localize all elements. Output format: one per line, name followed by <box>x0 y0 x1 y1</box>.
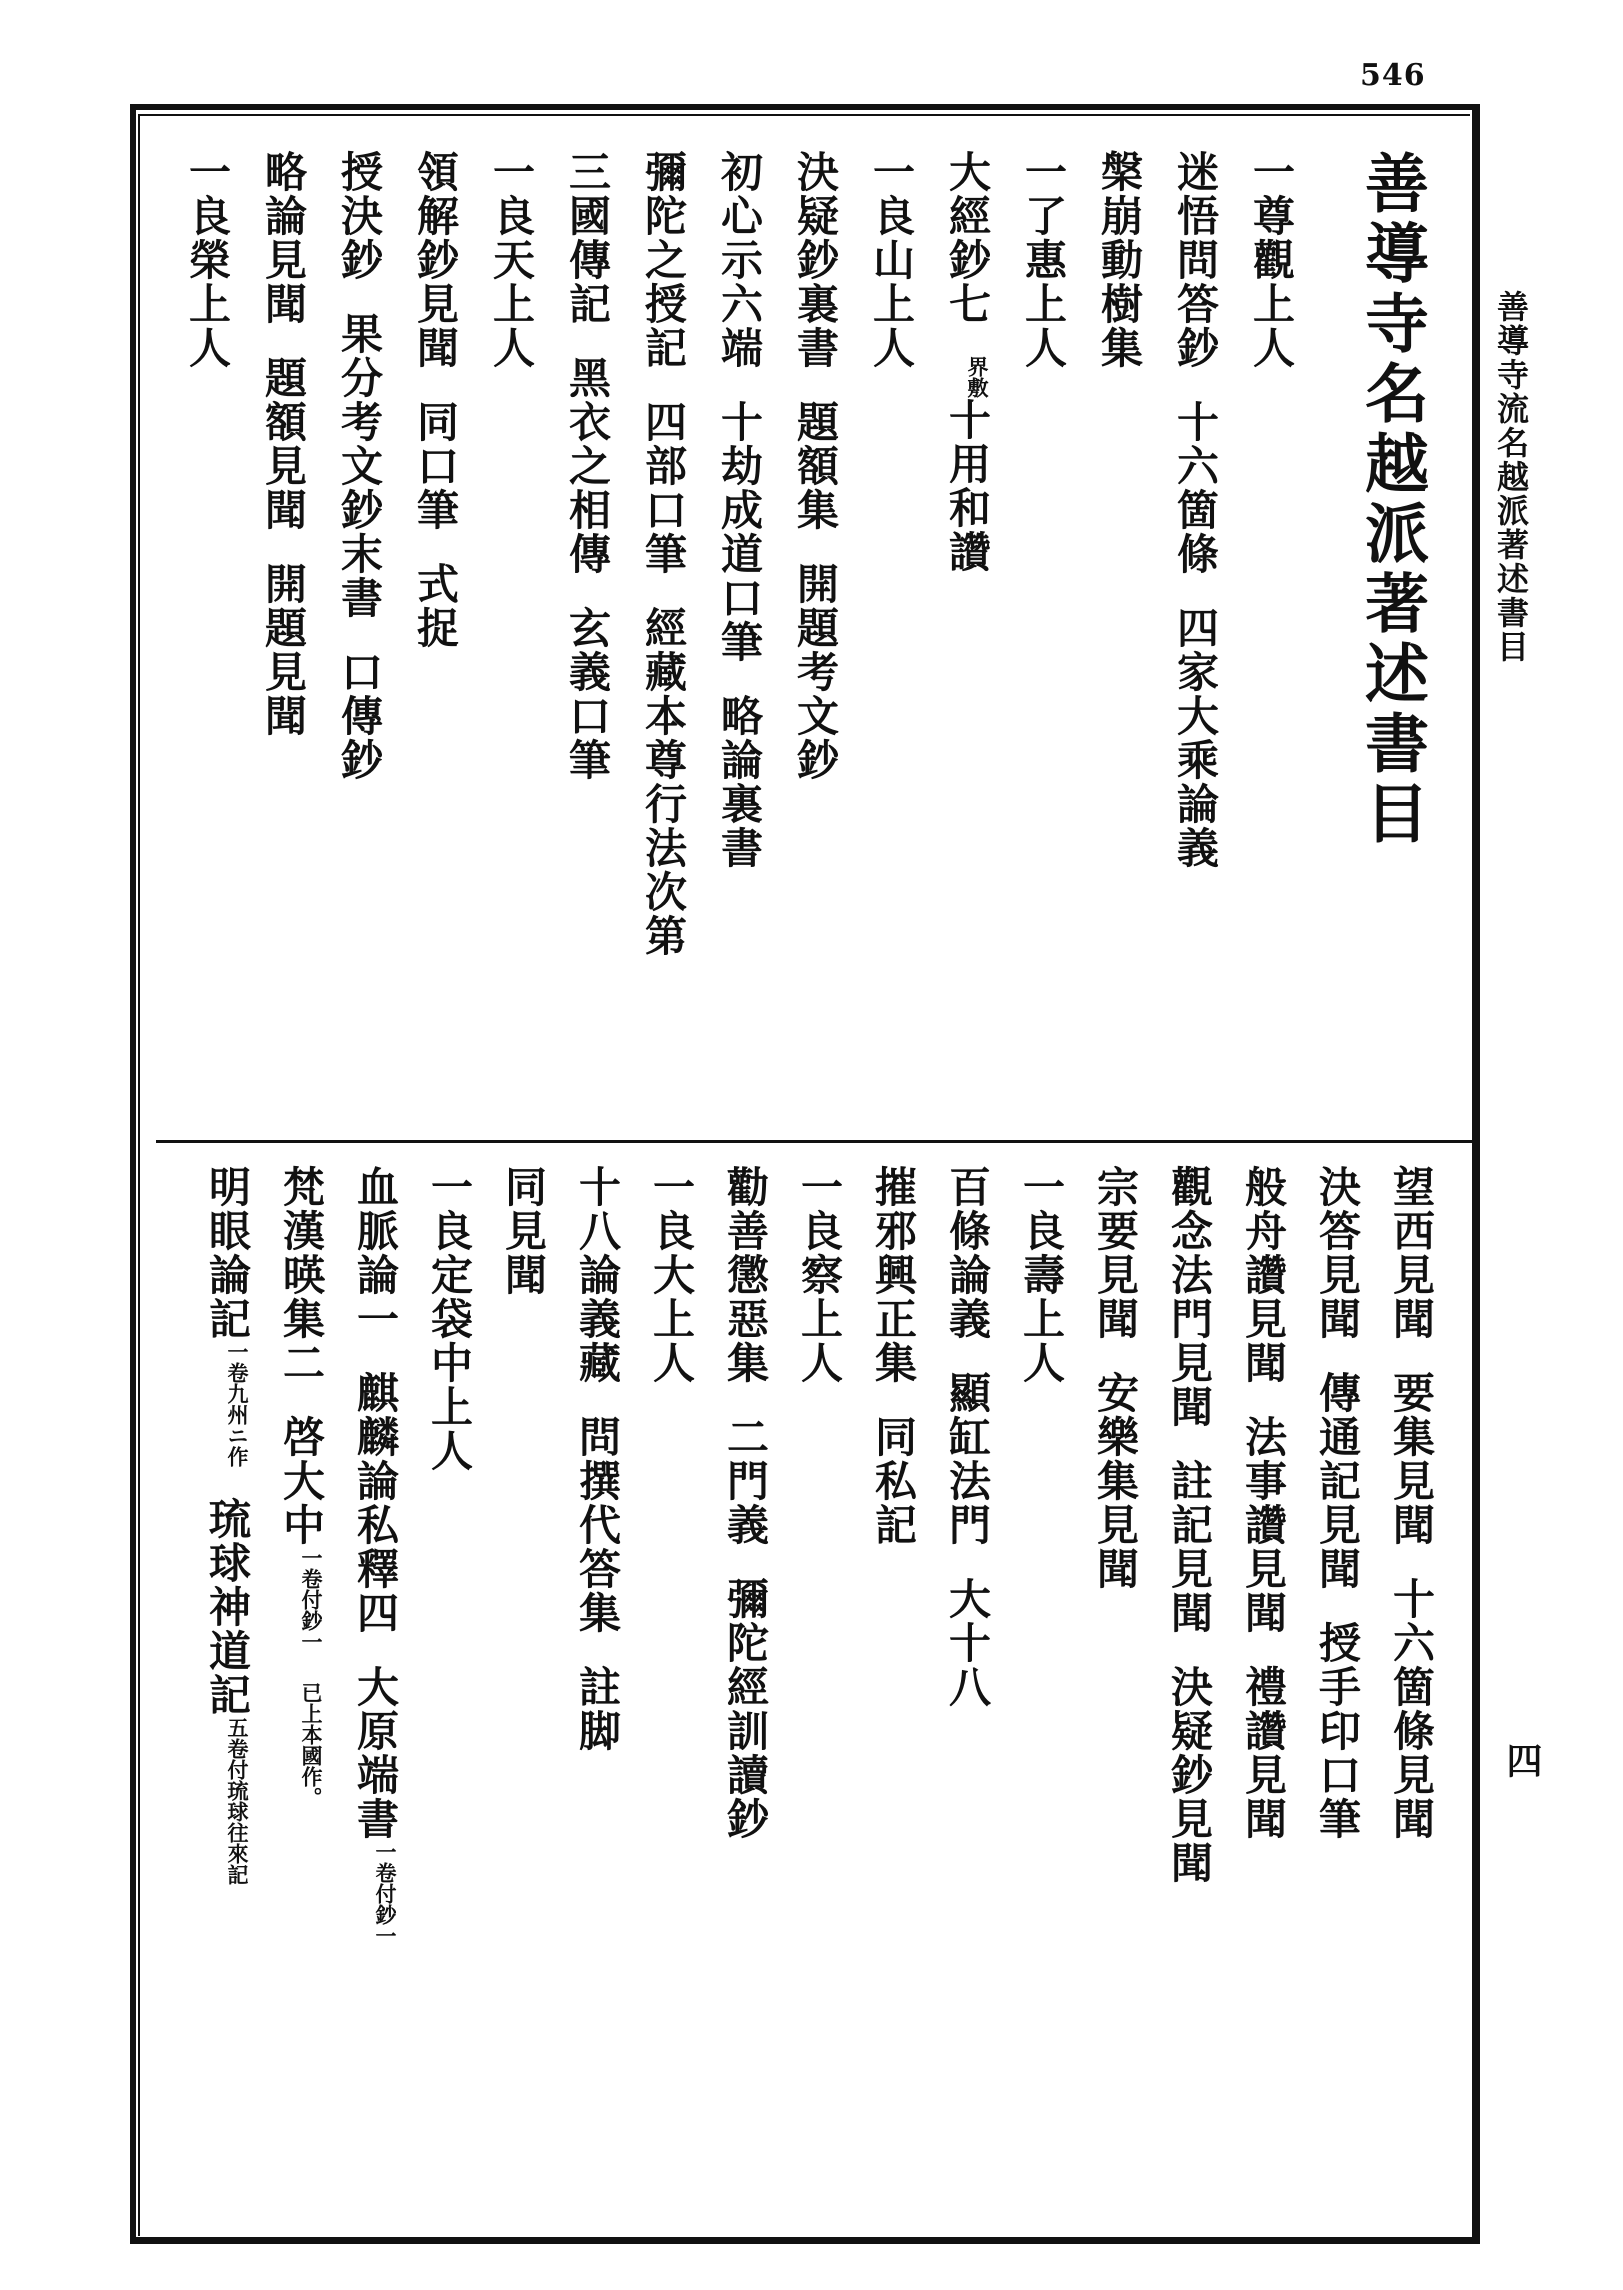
lower-column-14 <box>425 1165 474 1473</box>
column-entry: 明眼論記 <box>203 1165 252 1341</box>
column-entry: 黑衣之相傳 <box>563 356 612 576</box>
column-entry: 一良山上人 <box>867 150 916 370</box>
lower-column-2 <box>1313 1165 1362 1841</box>
column-entry: 口傳鈔 <box>335 650 384 782</box>
column-entry: 領解鈔見聞 <box>411 150 460 370</box>
column-entry: 初心示六端 <box>715 150 764 370</box>
upper-column-5 <box>943 150 992 574</box>
column-entry: 一良壽上人 <box>1017 1165 1066 1385</box>
column-entry: 一良天上人 <box>487 150 536 370</box>
lower-column-7 <box>943 1165 992 1709</box>
column-entry: 決答見聞 <box>1313 1165 1362 1341</box>
column-entry: 顯缸法門 <box>943 1371 992 1547</box>
lower-column-1 <box>1387 1165 1436 1841</box>
upper-column-2 <box>1171 150 1220 870</box>
column-entry: 迷悟問答鈔 <box>1171 150 1220 370</box>
inline-note: 琉球往來記 <box>225 1780 250 1885</box>
column-entry: 一了惠上人 <box>1019 150 1068 370</box>
column-entry: 一良榮上人 <box>183 150 232 370</box>
lower-column-11 <box>647 1165 696 1385</box>
column-entry: 授決鈔 <box>335 150 384 282</box>
column-entry: 槃崩動樹集 <box>1095 150 1144 370</box>
column-entry: 略論見聞 <box>259 150 308 326</box>
column-entry: 大經鈔七 <box>943 150 992 326</box>
column-entry: 註記見聞 <box>1165 1459 1214 1635</box>
page-number: 546 <box>1360 58 1426 93</box>
column-entry: 同口筆 <box>411 400 460 532</box>
upper-column-8 <box>715 150 764 870</box>
lower-column-13 <box>499 1165 548 1297</box>
column-entry: 一良大上人 <box>647 1165 696 1385</box>
column-entry: 觀念法門見聞 <box>1165 1165 1214 1429</box>
column-entry: 彌陀之授記 <box>639 150 688 370</box>
inline-note: 鈔一 <box>373 1904 398 1946</box>
column-entry: 果分考文鈔末書 <box>335 312 384 620</box>
column-entry: 同私記 <box>869 1415 918 1547</box>
column-entry: 摧邪興正集 <box>869 1165 918 1385</box>
upper-column-10 <box>563 150 612 782</box>
upper-column-3 <box>1095 150 1144 370</box>
lower-column-9 <box>795 1165 844 1385</box>
column-entry: 一良定袋中上人 <box>425 1165 474 1473</box>
upper-column-13 <box>335 150 384 782</box>
upper-column-14 <box>259 150 308 738</box>
column-entry: 琉球神道記 <box>203 1497 252 1717</box>
column-entry: 略論裏書 <box>715 694 764 870</box>
column-entry: 註脚 <box>573 1665 622 1753</box>
column-entry: 望西見聞 <box>1387 1165 1436 1341</box>
column-entry: 玄義口筆 <box>563 606 612 782</box>
upper-column-6 <box>867 150 916 370</box>
column-entry: 要集見聞 <box>1387 1371 1436 1547</box>
lower-column-3 <box>1239 1165 1288 1841</box>
column-entry: 啓大中 <box>277 1415 326 1547</box>
column-entry: 決疑鈔裏書 <box>791 150 840 370</box>
inline-note: 界敷 <box>965 356 990 398</box>
column-entry: 法事讚見聞 <box>1239 1415 1288 1635</box>
column-entry: 四部口筆 <box>639 400 688 576</box>
column-entry: 題額見聞 <box>259 356 308 532</box>
column-entry: 十六箇條見聞 <box>1387 1577 1436 1841</box>
column-entry: 四家大乘論義 <box>1171 606 1220 870</box>
lower-column-6 <box>1017 1165 1066 1385</box>
column-entry: 題額集 <box>791 400 840 532</box>
column-entry: 彌陀經訓讀鈔 <box>721 1577 770 1841</box>
inline-note: 已上本國作。 <box>299 1682 324 1808</box>
column-entry: 梵漢暎集二 <box>277 1165 326 1385</box>
upper-column-7 <box>791 150 840 782</box>
lower-column-15 <box>351 1165 400 1946</box>
column-entry: 式捉 <box>411 562 460 650</box>
inline-note: 一卷付 <box>299 1547 324 1610</box>
column-entry: 經藏本尊行法次第 <box>639 606 688 958</box>
column-entry: 禮讚見聞 <box>1239 1665 1288 1841</box>
upper-column-1 <box>1247 150 1296 370</box>
column-entry: 問撰代答集 <box>573 1415 622 1635</box>
column-entry: 十六箇條 <box>1171 400 1220 576</box>
upper-column-9 <box>639 150 688 958</box>
column-entry: 十用和讚 <box>943 398 992 574</box>
upper-column-11 <box>487 150 536 370</box>
inline-note: 鈔一 <box>299 1610 324 1652</box>
column-entry: 般舟讚見聞 <box>1239 1165 1288 1385</box>
upper-column-12 <box>411 150 460 650</box>
column-entry: 三國傳記 <box>563 150 612 326</box>
column-entry: 麒麟論私釋四 <box>351 1371 400 1635</box>
inline-note: 一卷 <box>225 1341 250 1383</box>
column-entry: 決疑鈔見聞 <box>1165 1665 1214 1885</box>
column-entry: 一良察上人 <box>795 1165 844 1385</box>
column-entry: 大原端書 <box>351 1665 400 1841</box>
lower-column-17 <box>203 1165 252 1885</box>
running-head: 善導寺流名越派著述書目 <box>1492 290 1530 664</box>
column-entry: 開題見聞 <box>259 562 308 738</box>
inline-note: 五卷付 <box>225 1717 250 1780</box>
column-entry: 二門義 <box>721 1415 770 1547</box>
page-title: 善導寺名越派著述書目 <box>1354 150 1429 850</box>
upper-column-15 <box>183 150 232 370</box>
column-entry: 血脈論一 <box>351 1165 400 1341</box>
column-entry: 同見聞 <box>499 1165 548 1297</box>
column-entry: 開題考文鈔 <box>791 562 840 782</box>
column-entry: 一尊觀上人 <box>1247 150 1296 370</box>
lower-column-8 <box>869 1165 918 1547</box>
column-entry: 勸善懲惡集 <box>721 1165 770 1385</box>
lower-column-16 <box>277 1165 326 1808</box>
column-entry: 宗要見聞 <box>1091 1165 1140 1341</box>
column-entry: 大十八 <box>943 1577 992 1709</box>
column-entry: 安樂集見聞 <box>1091 1371 1140 1591</box>
column-entry: 十八論義藏 <box>573 1165 622 1385</box>
inline-note: 一卷付 <box>373 1841 398 1904</box>
lower-column-12 <box>573 1165 622 1753</box>
lower-column-4 <box>1165 1165 1214 1885</box>
section-divider <box>156 1140 1480 1143</box>
folio-number: 四 <box>1501 1742 1543 1778</box>
upper-column-4 <box>1019 150 1068 370</box>
lower-column-10 <box>721 1165 770 1841</box>
column-entry: 百條論義 <box>943 1165 992 1341</box>
column-entry: 授手印口筆 <box>1313 1621 1362 1841</box>
inline-note: 九州ニ作 <box>225 1383 250 1467</box>
lower-column-5 <box>1091 1165 1140 1591</box>
column-entry: 傳通記見聞 <box>1313 1371 1362 1591</box>
column-entry: 十劫成道口筆 <box>715 400 764 664</box>
